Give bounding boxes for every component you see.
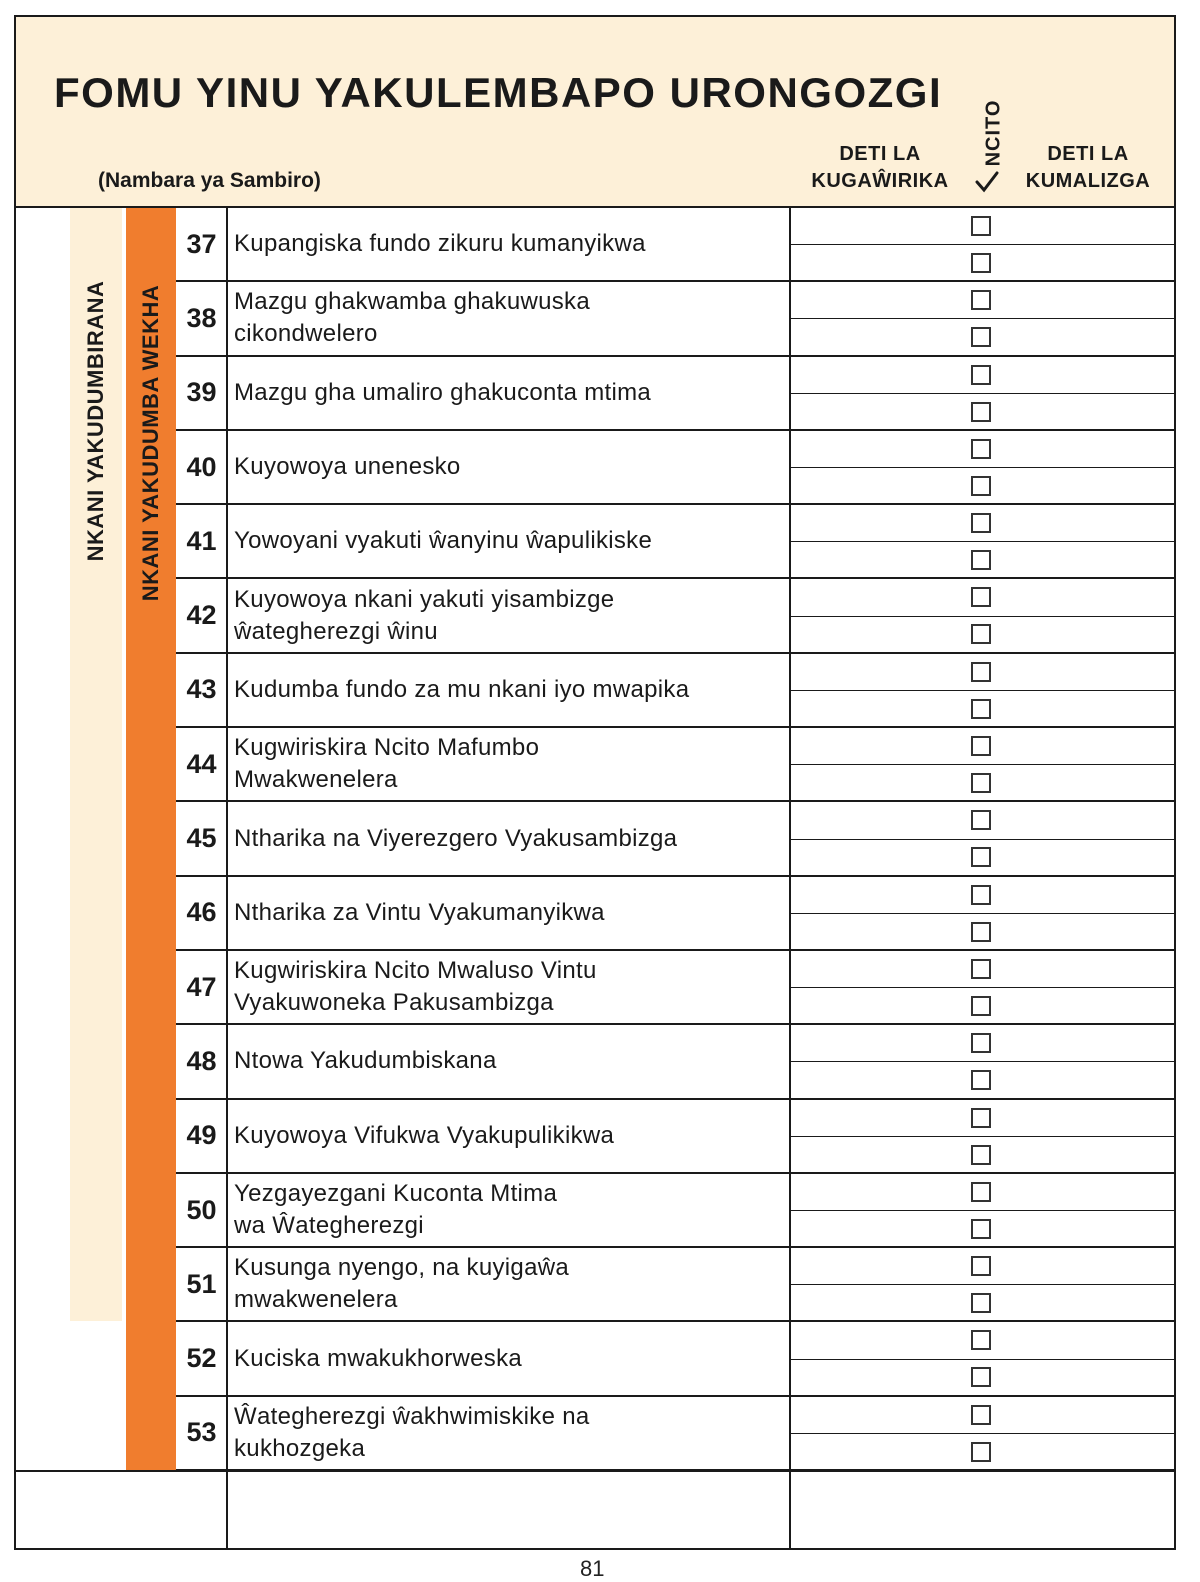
completed-checkbox[interactable] xyxy=(971,1219,991,1239)
completed-checkbox[interactable] xyxy=(971,327,991,347)
lesson-title-line: Kuciska mwakukhorweska xyxy=(234,1344,523,1372)
lesson-title-line: mwakwenelera xyxy=(234,1286,398,1314)
lesson-title-line: Kupangiska fundo zikuru kumanyikwa xyxy=(234,230,646,258)
lesson-title xyxy=(234,1322,774,1394)
lesson-number: 51 xyxy=(186,1268,217,1299)
entry-divider xyxy=(789,1284,1176,1285)
band-group-outer xyxy=(70,208,122,1321)
checkmark-icon xyxy=(973,168,1001,196)
completed-checkbox[interactable] xyxy=(971,736,991,756)
form-header xyxy=(16,17,1174,208)
completed-checkbox[interactable] xyxy=(971,885,991,905)
completed-header: NCITO xyxy=(982,99,1005,166)
lesson-number: 44 xyxy=(186,748,217,779)
lesson-row xyxy=(176,1100,1176,1174)
entry-divider xyxy=(789,1433,1176,1434)
completed-checkbox[interactable] xyxy=(971,1070,991,1090)
entry-divider xyxy=(789,393,1176,394)
lesson-row xyxy=(176,1025,1176,1099)
lesson-title-line: Kuyowoya Vifukwa Vyakupulikikwa xyxy=(234,1121,615,1149)
lesson-number: 39 xyxy=(186,377,217,408)
completed-date-header: DETI LA KUMALIZGA xyxy=(1025,143,1151,192)
lesson-title-line: Kuyowoya unenesko xyxy=(234,453,461,481)
lesson-title xyxy=(234,431,774,503)
lesson-row xyxy=(176,1397,1176,1471)
lesson-title-line: Ntharika za Vintu Vyakumanyikwa xyxy=(234,898,605,926)
lesson-row xyxy=(176,431,1176,505)
entry-divider xyxy=(789,467,1176,468)
lesson-row xyxy=(176,208,1176,282)
completed-checkbox[interactable] xyxy=(971,996,991,1016)
completed-checkbox[interactable] xyxy=(971,624,991,644)
lesson-row xyxy=(176,654,1176,728)
lesson-title-line: Ntharika na Viyerezgero Vyakusambizga xyxy=(234,824,678,852)
completed-checkbox[interactable] xyxy=(971,662,991,682)
lesson-rows xyxy=(176,208,1176,1471)
completed-checkbox[interactable] xyxy=(971,1330,991,1350)
lesson-title xyxy=(234,579,774,651)
lesson-title xyxy=(234,1025,774,1097)
lesson-row xyxy=(176,951,1176,1025)
lesson-title-line: Ntowa Yakudumbiskana xyxy=(234,1047,497,1075)
lesson-title xyxy=(234,1100,774,1172)
band-group-inner xyxy=(126,208,176,1471)
completed-checkbox[interactable] xyxy=(971,1367,991,1387)
completed-checkbox[interactable] xyxy=(971,1033,991,1053)
lesson-number: 49 xyxy=(186,1120,217,1151)
band-outer-label: NKANI YAKUDUMBIRANA xyxy=(83,280,108,562)
lesson-number: 40 xyxy=(186,451,217,482)
completed-checkbox[interactable] xyxy=(971,959,991,979)
lesson-title xyxy=(234,357,774,429)
entry-divider xyxy=(789,541,1176,542)
completed-checkbox[interactable] xyxy=(971,216,991,236)
lesson-number: 48 xyxy=(186,1045,217,1076)
completed-checkbox[interactable] xyxy=(971,550,991,570)
page-number: 81 xyxy=(580,1556,605,1581)
completed-checkbox[interactable] xyxy=(971,922,991,942)
completed-checkbox[interactable] xyxy=(971,1182,991,1202)
entry-divider xyxy=(789,987,1176,988)
lesson-title-line: Ŵategherezgi ŵakhwimiskike na xyxy=(234,1402,590,1430)
completed-checkbox[interactable] xyxy=(971,402,991,422)
lesson-title-line: Kugwiriskira Ncito Mwaluso Vintu xyxy=(234,957,597,985)
lesson-title xyxy=(234,728,774,800)
completed-checkbox[interactable] xyxy=(971,773,991,793)
lesson-title-line: ŵategherezgi ŵinu xyxy=(234,617,438,645)
lesson-title xyxy=(234,1397,774,1469)
entry-divider xyxy=(789,616,1176,617)
lesson-row xyxy=(176,1322,1176,1396)
completed-checkbox[interactable] xyxy=(971,1442,991,1462)
lesson-title xyxy=(234,877,774,949)
table-bottom-rule xyxy=(16,1470,1174,1472)
lesson-title-line: Yowoyani vyakuti ŵanyinu ŵapulikiske xyxy=(234,527,653,555)
completed-checkbox[interactable] xyxy=(971,810,991,830)
lesson-title-line: Mwakwenelera xyxy=(234,766,398,794)
entry-divider xyxy=(789,244,1176,245)
form-title: FOMU YINU YAKULEMBAPO URONGOZGI xyxy=(54,69,943,116)
completed-checkbox[interactable] xyxy=(971,290,991,310)
lesson-title-line: cikondwelero xyxy=(234,320,378,348)
lesson-title xyxy=(234,1174,774,1246)
completed-checkbox[interactable] xyxy=(971,1293,991,1313)
entry-divider xyxy=(789,690,1176,691)
lesson-title-line: kukhozgeka xyxy=(234,1434,366,1462)
completed-checkbox[interactable] xyxy=(971,1256,991,1276)
lesson-number: 53 xyxy=(186,1417,217,1448)
lesson-number: 42 xyxy=(186,600,217,631)
lesson-number: 52 xyxy=(186,1343,217,1374)
lesson-row xyxy=(176,1174,1176,1248)
entry-divider xyxy=(789,1210,1176,1211)
lesson-progress-form xyxy=(14,15,1176,1550)
entry-divider xyxy=(789,1061,1176,1062)
lesson-title xyxy=(234,208,774,280)
lesson-title-line: Mazgu gha umaliro ghakuconta mtima xyxy=(234,378,652,406)
completed-checkbox[interactable] xyxy=(971,253,991,273)
completed-checkbox[interactable] xyxy=(971,476,991,496)
lesson-title-line: Kudumba fundo za mu nkani iyo mwapika xyxy=(234,675,690,703)
column-divider xyxy=(226,208,228,1550)
lesson-title-line: wa Ŵategherezgi xyxy=(234,1212,424,1239)
lesson-row xyxy=(176,877,1176,951)
lesson-row xyxy=(176,579,1176,653)
lesson-row xyxy=(176,357,1176,431)
completed-checkbox[interactable] xyxy=(971,847,991,867)
lesson-row xyxy=(176,282,1176,356)
lesson-number: 47 xyxy=(186,971,217,1002)
entry-divider xyxy=(789,913,1176,914)
lesson-title-line: Yezgayezgani Kuconta Mtima xyxy=(234,1180,558,1207)
assigned-date-header: DETI LA KUGAŴIRIKA xyxy=(811,143,949,192)
lesson-row xyxy=(176,802,1176,876)
band-inner-label: NKANI YAKUDUMBA WEKHA xyxy=(138,284,163,602)
lesson-title xyxy=(234,282,774,354)
lesson-title-line: Kugwiriskira Ncito Mafumbo xyxy=(234,734,540,762)
lesson-title xyxy=(234,505,774,577)
lesson-number: 41 xyxy=(186,525,217,556)
lesson-title-line: Kuyowoya nkani yakuti yisambizge xyxy=(234,585,615,613)
lesson-number-caption: (Nambara ya Sambiro) xyxy=(98,169,321,192)
column-divider xyxy=(789,208,791,1550)
lesson-number: 38 xyxy=(186,302,217,333)
entry-divider xyxy=(789,1136,1176,1137)
entry-divider xyxy=(789,1359,1176,1360)
lesson-number: 45 xyxy=(186,823,217,854)
lesson-title-line: Mazgu ghakwamba ghakuwuska xyxy=(234,288,590,316)
lesson-title-line: Kusunga nyengo, na kuyigaŵa xyxy=(234,1254,570,1282)
completed-checkbox[interactable] xyxy=(971,1108,991,1128)
completed-checkbox[interactable] xyxy=(971,699,991,719)
lesson-title xyxy=(234,1248,774,1320)
lesson-number: 46 xyxy=(186,897,217,928)
lesson-title xyxy=(234,654,774,726)
entry-divider xyxy=(789,318,1176,319)
lesson-number: 43 xyxy=(186,674,217,705)
completed-checkbox[interactable] xyxy=(971,439,991,459)
lesson-number: 50 xyxy=(186,1194,217,1225)
entry-divider xyxy=(789,764,1176,765)
lesson-number: 37 xyxy=(186,228,217,259)
completed-checkbox[interactable] xyxy=(971,365,991,385)
entry-divider xyxy=(789,839,1176,840)
lesson-row xyxy=(176,1248,1176,1322)
lesson-title xyxy=(234,802,774,874)
completed-checkbox[interactable] xyxy=(971,513,991,533)
completed-checkbox[interactable] xyxy=(971,587,991,607)
completed-checkbox[interactable] xyxy=(971,1405,991,1425)
lesson-title-line: Vyakuwoneka Pakusambizga xyxy=(234,989,554,1017)
lesson-row xyxy=(176,728,1176,802)
lesson-title xyxy=(234,951,774,1023)
lesson-row xyxy=(176,505,1176,579)
completed-checkbox[interactable] xyxy=(971,1145,991,1165)
